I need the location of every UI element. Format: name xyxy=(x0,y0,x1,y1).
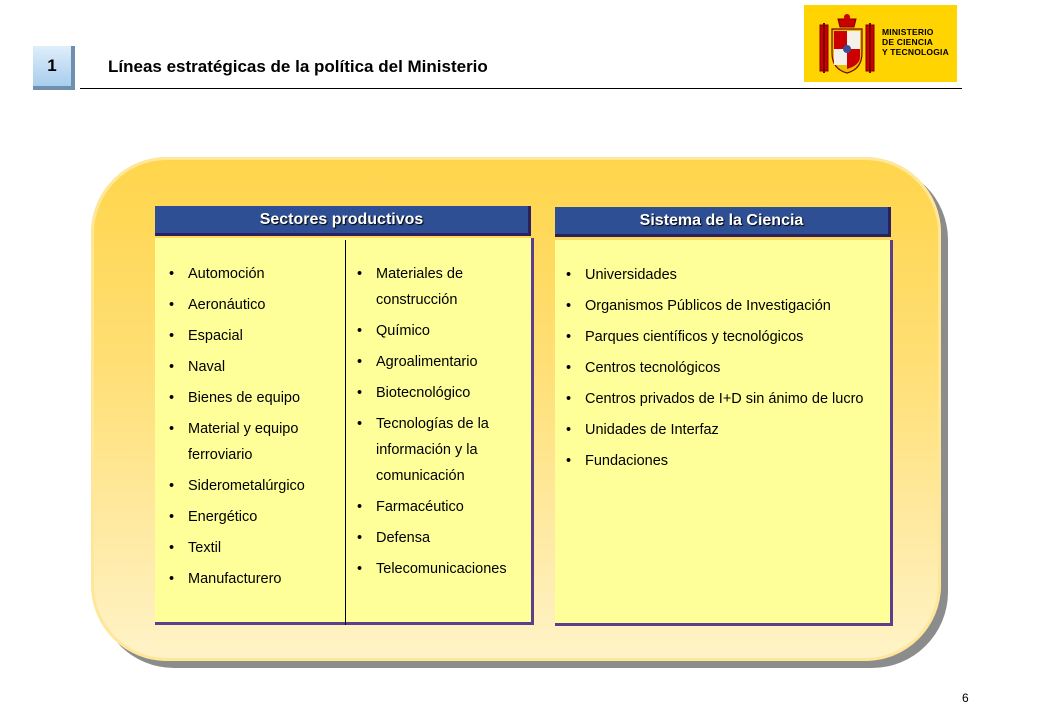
list-item: • Defensa xyxy=(357,525,525,551)
logo-line: Y TECNOLOGIA xyxy=(882,47,949,57)
list-item: • Energético xyxy=(169,504,339,530)
list-item: • Siderometalúrgico xyxy=(169,473,339,499)
column-divider xyxy=(345,240,346,625)
list-item: • Naval xyxy=(169,354,339,380)
list-item: • Manufacturero xyxy=(169,566,339,592)
list-item: • Químico xyxy=(357,318,525,344)
section-number-badge xyxy=(33,46,75,90)
list-item: • Bienes de equipo xyxy=(169,385,339,411)
list-item: • Textil xyxy=(169,535,339,561)
list-item: • Parques científicos y tecnológicos xyxy=(566,324,876,350)
list-item: • Centros privados de I+D sin ánimo de lucro xyxy=(566,386,875,412)
list-item: • Espacial xyxy=(169,323,339,349)
list-item: • Aeronáutico xyxy=(169,292,339,318)
list-item: • Centros tecnológicos xyxy=(566,355,876,381)
ministry-logo xyxy=(804,5,957,82)
ciencia-heading: Sistema de la Ciencia xyxy=(555,207,891,237)
list-item: • Biotecnológico xyxy=(357,380,525,406)
page-number: 6 xyxy=(962,691,969,705)
logo-line: MINISTERIO xyxy=(882,27,934,37)
list-item: • Telecomunicaciones xyxy=(357,556,525,582)
list-item: • Materiales de construcción xyxy=(357,261,486,313)
list-item: • Fundaciones xyxy=(566,448,876,474)
list-item: • Organismos Públicos de Investigación xyxy=(566,293,876,319)
list-item: • Automoción xyxy=(169,261,339,287)
sectores-list-col2 xyxy=(357,261,525,587)
list-item: • Universidades xyxy=(566,262,876,288)
list-item: • Agroalimentario xyxy=(357,349,525,375)
list-item: • Material y equipo ferroviario xyxy=(169,416,318,468)
sectores-heading: Sectores productivos xyxy=(155,206,531,236)
page-title: Líneas estratégicas de la política del Ministerio xyxy=(108,57,488,76)
logo-text xyxy=(882,27,949,57)
list-item: • Unidades de Interfaz xyxy=(566,417,876,443)
list-item: • Farmacéutico xyxy=(357,494,525,520)
ciencia-list xyxy=(566,262,876,479)
logo-line: DE CIENCIA xyxy=(882,37,934,47)
sectores-list-col1 xyxy=(169,261,339,597)
section-number: 1 xyxy=(47,56,57,75)
coat-of-arms-icon xyxy=(818,11,876,77)
list-item: • Tecnologías de la información y la comunicación xyxy=(357,411,506,489)
title-underline xyxy=(80,88,962,89)
